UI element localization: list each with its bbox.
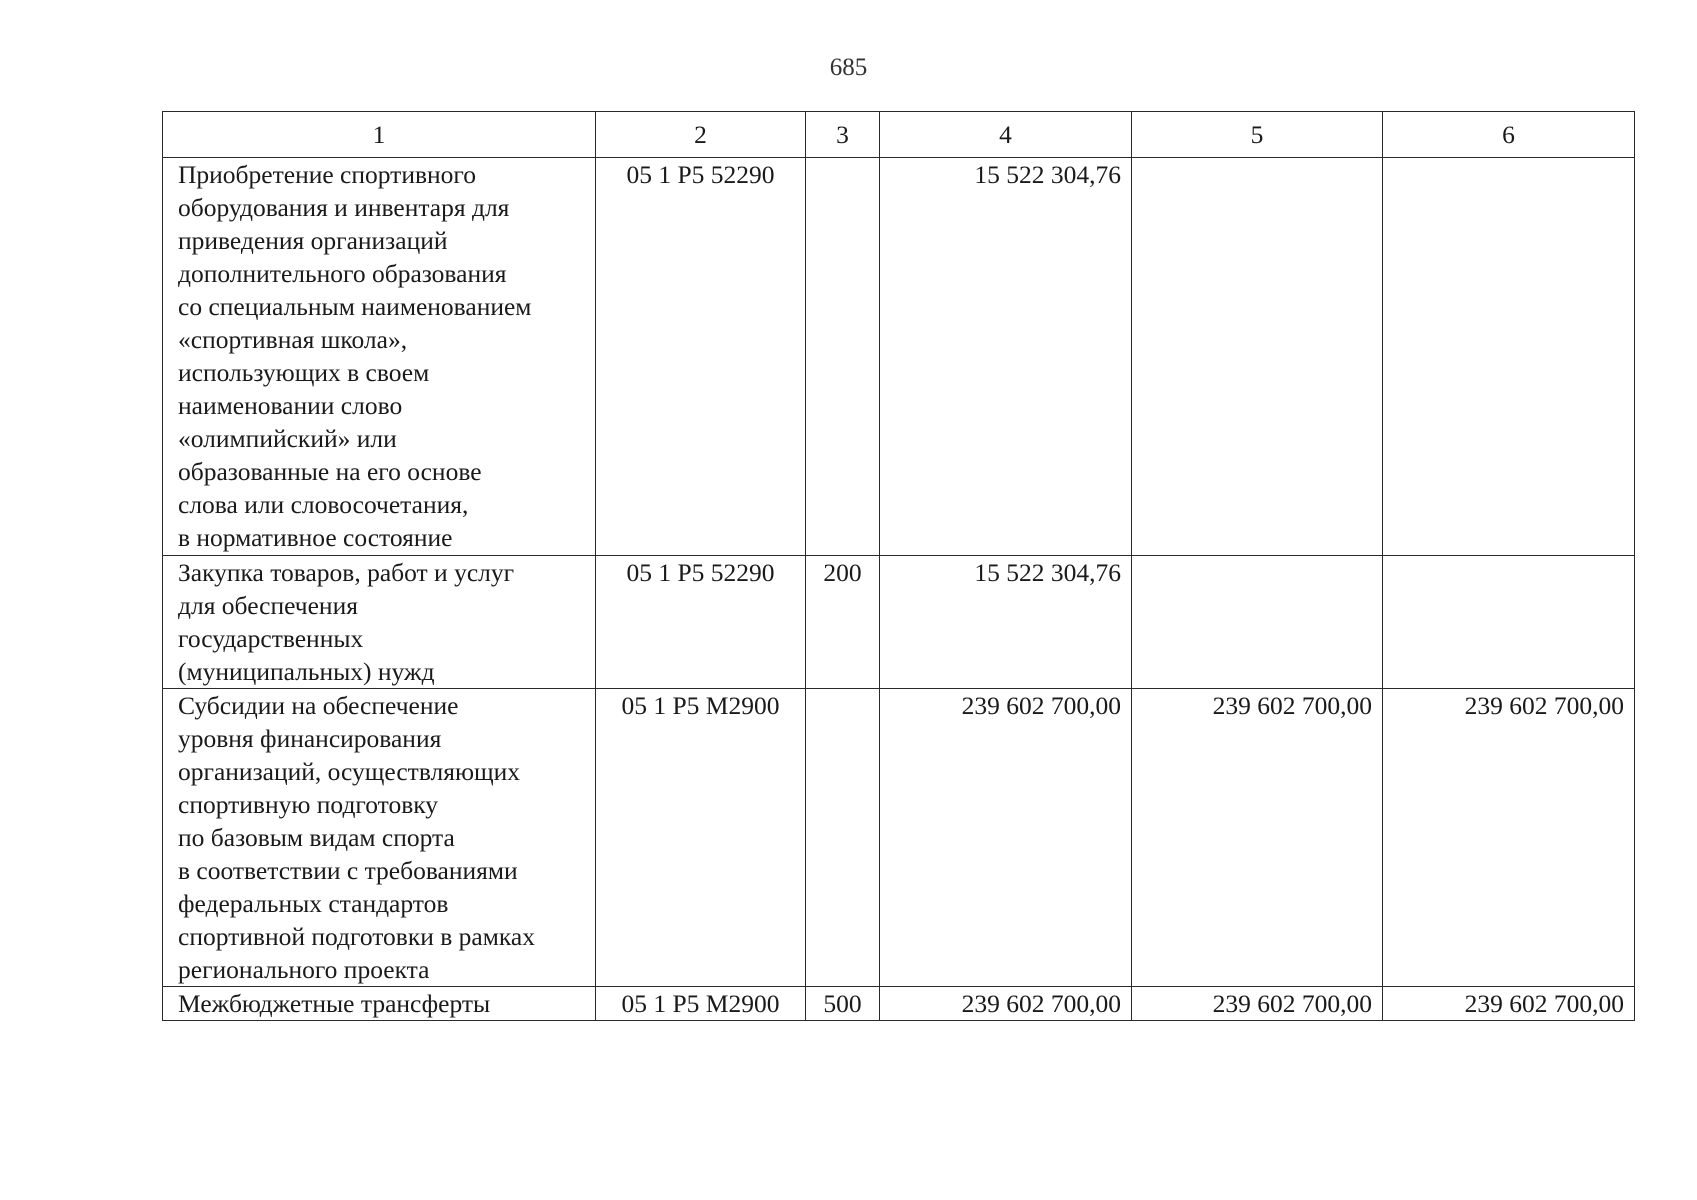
table-row [163, 556, 1635, 689]
column-header-5: 5 [1132, 112, 1383, 158]
row-name: Межбюджетные трансферты [163, 987, 596, 1021]
budget-table [162, 111, 1635, 1021]
row-value-5 [1132, 556, 1383, 689]
column-header-4: 4 [880, 112, 1132, 158]
row-code: 05 1 P5 M2900 [596, 689, 806, 987]
column-header-2: 2 [596, 112, 806, 158]
row-name: Субсидии на обеспечение уровня финансирования организаций, осуществляющих спортивную подготовку по базовым видам спорта в соответствии с требованиями федеральных стандартов спортивной подготовки в рамках регионального проекта [163, 689, 596, 987]
row-value-4: 239 602 700,00 [880, 987, 1132, 1021]
table-row [163, 158, 1635, 556]
row-code: 05 1 P5 52290 [596, 556, 806, 689]
row-value-6: 239 602 700,00 [1383, 987, 1635, 1021]
row-value-6: 239 602 700,00 [1383, 689, 1635, 987]
column-header-1: 1 [163, 112, 596, 158]
row-value-5 [1132, 158, 1383, 556]
row-type [806, 158, 880, 556]
row-type: 500 [806, 987, 880, 1021]
column-header-3: 3 [806, 112, 880, 158]
table-row [163, 689, 1635, 987]
row-value-5: 239 602 700,00 [1132, 987, 1383, 1021]
row-name: Закупка товаров, работ и услуг для обеспечения государственных (муниципальных) нужд [163, 556, 596, 689]
row-value-4: 15 522 304,76 [880, 556, 1132, 689]
row-code: 05 1 P5 52290 [596, 158, 806, 556]
row-value-5: 239 602 700,00 [1132, 689, 1383, 987]
table-row [163, 987, 1635, 1021]
page-number: 685 [829, 54, 868, 81]
row-type: 200 [806, 556, 880, 689]
column-header-6: 6 [1383, 112, 1635, 158]
row-type [806, 689, 880, 987]
table-header-row [163, 112, 1635, 158]
row-value-6 [1383, 158, 1635, 556]
row-name: Приобретение спортивного оборудования и инвентаря для приведения организаций дополнительного образования со специальным наименованием «спортивная школа», использующих в своем наименовании слово «олимпийский» или образованные на его основе слова или словосочетания, в нормативное состояние [163, 158, 596, 556]
row-code: 05 1 P5 M2900 [596, 987, 806, 1021]
row-value-4: 15 522 304,76 [880, 158, 1132, 556]
row-value-6 [1383, 556, 1635, 689]
row-value-4: 239 602 700,00 [880, 689, 1132, 987]
